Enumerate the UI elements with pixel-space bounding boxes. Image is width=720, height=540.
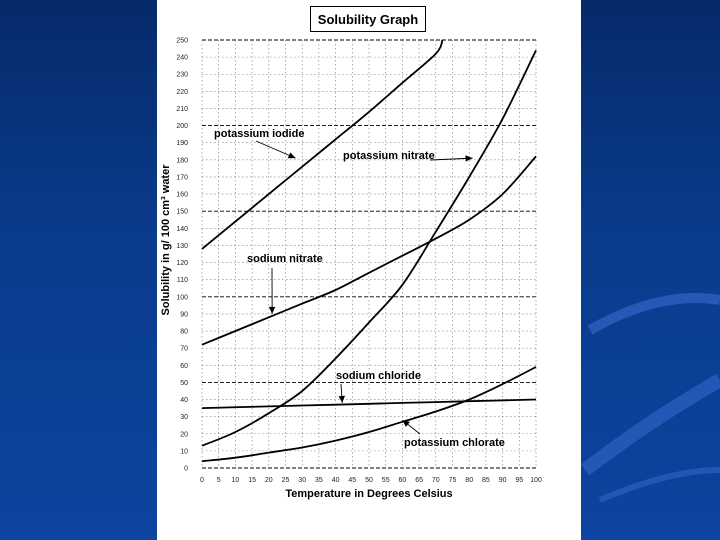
x-tick-label: 20 (264, 477, 273, 484)
y-tick-label: 150 (176, 208, 188, 216)
y-tick-label: 50 (180, 379, 188, 387)
y-tick-label: 80 (180, 328, 188, 336)
y-tick-label: 220 (176, 88, 188, 96)
x-tick-label: 85 (482, 477, 490, 484)
y-tick-label: 140 (176, 225, 188, 233)
y-tick-label: 130 (176, 242, 188, 250)
y-tick-label: 10 (180, 448, 188, 456)
annotation-arrowhead-sodium-nitrate (269, 307, 275, 314)
y-tick-label: 200 (176, 123, 188, 131)
y-tick-label: 190 (176, 140, 188, 148)
annotation-label-sodium-nitrate: sodium nitrate (247, 253, 323, 265)
x-tick-label: 60 (398, 477, 407, 484)
annotation-label-potassium-chlorate: potassium chlorate (404, 437, 505, 449)
y-tick-label: 110 (176, 277, 188, 285)
y-tick-label: 180 (176, 157, 188, 165)
x-tick-label: 25 (281, 477, 290, 484)
y-tick-label: 100 (176, 294, 188, 302)
x-tick-label: 35 (315, 477, 323, 484)
x-tick-label: 15 (248, 477, 256, 484)
y-tick-label: 0 (184, 465, 188, 473)
y-axis-label: Solubility in g/ 100 cm³ water (160, 164, 172, 316)
annotation-label-potassium-iodide: potassium iodide (214, 128, 305, 140)
y-tick-label: 170 (176, 174, 188, 182)
x-tick-label: 100 (530, 477, 542, 484)
chart-title: Solubility Graph (310, 6, 426, 32)
annotation-arrowhead-potassium-chlorate (402, 420, 410, 427)
x-tick-label: 75 (448, 477, 457, 484)
x-tick-label: 45 (348, 477, 357, 484)
x-tick-label: 40 (331, 477, 340, 484)
y-tick-label: 120 (176, 260, 188, 268)
x-tick-label: 10 (231, 477, 240, 484)
y-tick-label: 90 (180, 311, 188, 319)
y-tick-label: 230 (176, 71, 188, 79)
x-tick-label: 95 (515, 477, 524, 484)
x-tick-label: 30 (298, 477, 307, 484)
x-tick-label: 0 (200, 477, 204, 484)
y-tick-label: 160 (176, 191, 188, 199)
series-lines (202, 40, 536, 461)
x-tick-label: 90 (498, 477, 507, 484)
annotation-arrowhead-sodium-chloride (339, 396, 345, 403)
x-tick-label: 80 (465, 477, 474, 484)
x-tick-label: 5 (216, 477, 221, 484)
tick-labels (176, 38, 542, 485)
y-tick-label: 250 (176, 37, 188, 45)
x-axis-label: Temperature in Degrees Celsius (285, 488, 453, 500)
series-line-potassium-iodide (202, 40, 443, 249)
y-tick-label: 70 (180, 345, 188, 353)
x-tick-label: 65 (415, 477, 423, 484)
annotation-label-sodium-chloride: sodium chloride (336, 370, 421, 382)
annotation-arrows (256, 141, 473, 434)
annotation-label-potassium-nitrate: potassium nitrate (343, 150, 435, 162)
y-tick-label: 40 (180, 397, 188, 405)
y-tick-label: 30 (180, 414, 188, 422)
x-tick-label: 55 (381, 477, 390, 484)
y-tick-label: 20 (180, 431, 188, 439)
y-tick-label: 240 (176, 54, 188, 62)
x-tick-label: 70 (431, 477, 440, 484)
y-tick-label: 60 (180, 362, 188, 370)
x-tick-label: 50 (365, 477, 373, 484)
y-tick-label: 210 (176, 105, 188, 113)
